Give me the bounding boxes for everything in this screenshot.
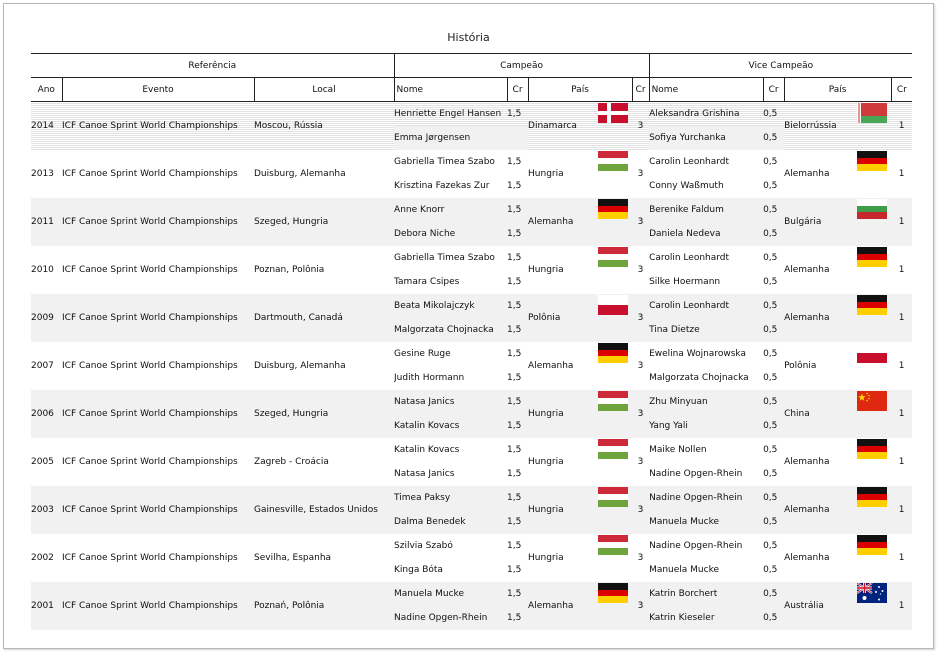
cell-champ-cr: 1,5	[507, 198, 528, 222]
hungary-flag-icon	[598, 151, 628, 171]
cell-vice-cr-total: 1	[891, 294, 912, 342]
cell-vice-cr: 0,5	[763, 438, 784, 462]
cell-champ-cr: 1,5	[507, 606, 528, 630]
cell-vice-cr-total: 1	[891, 390, 912, 438]
cell-vice-pais	[784, 198, 891, 246]
germany-flag-icon	[598, 199, 628, 219]
champ-country-label: Polônia	[528, 313, 561, 323]
cell-vice-pais	[784, 438, 891, 486]
cell-champ-name: Judith Hormann	[394, 366, 507, 390]
cell-champ-cr: 1,5	[507, 390, 528, 414]
table-row	[31, 438, 912, 462]
cell-champ-pais	[528, 486, 632, 534]
cell-champ-pais	[528, 150, 632, 198]
cell-champ-name: Nadine Opgen-Rhein	[394, 606, 507, 630]
page-title: História	[447, 31, 490, 44]
cell-vice-name: Nadine Opgen-Rhein	[649, 486, 763, 510]
cell-champ-name: Natasa Janics	[394, 462, 507, 486]
germany-flag-icon	[857, 439, 887, 459]
cell-vice-pais	[784, 486, 891, 534]
cell-ano: 2014	[31, 102, 62, 151]
cell-vice-cr: 0,5	[763, 174, 784, 198]
cell-champ-cr: 1,5	[507, 366, 528, 390]
champ-country-label: Alemanha	[528, 601, 574, 611]
cell-vice-cr: 0,5	[763, 102, 784, 127]
cell-vice-cr: 0,5	[763, 606, 784, 630]
poland-flag-icon	[598, 295, 628, 315]
cell-champ-name: Gesine Ruge	[394, 342, 507, 366]
cell-vice-name: Sofiya Yurchanka	[649, 126, 763, 150]
cell-champ-cr-total: 3	[632, 198, 649, 246]
cell-vice-name: Malgorzata Chojnacka	[649, 366, 763, 390]
cell-champ-name: Emma Jørgensen	[394, 126, 507, 150]
cell-champ-name: Natasa Janics	[394, 390, 507, 414]
vice-country-label: Bulgária	[784, 217, 822, 227]
vice-country-label: Alemanha	[784, 169, 830, 179]
cell-vice-cr: 0,5	[763, 294, 784, 318]
cell-evento: ICF Canoe Sprint World Championships	[62, 438, 254, 486]
cell-champ-pais	[528, 390, 632, 438]
cell-vice-cr: 0,5	[763, 534, 784, 558]
cell-champ-pais	[528, 582, 632, 630]
cell-evento: ICF Canoe Sprint World Championships	[62, 342, 254, 390]
header-champ-cr: Cr	[507, 78, 528, 102]
cell-champ-name: Katalin Kovacs	[394, 438, 507, 462]
champ-country-label: Alemanha	[528, 361, 574, 371]
cell-champ-cr: 1,5	[507, 486, 528, 510]
champ-country-label: Hungria	[528, 265, 564, 275]
vice-country-label: Alemanha	[784, 265, 830, 275]
header-evento: Evento	[62, 78, 254, 102]
cell-vice-cr: 0,5	[763, 126, 784, 150]
cell-champ-pais	[528, 198, 632, 246]
cell-vice-name: Tina Dietze	[649, 318, 763, 342]
cell-vice-cr-total: 1	[891, 342, 912, 390]
cell-champ-cr-total: 3	[632, 390, 649, 438]
cell-champ-pais	[528, 246, 632, 294]
header-local: Local	[254, 78, 394, 102]
cell-vice-cr: 0,5	[763, 150, 784, 174]
champ-country-label: Alemanha	[528, 217, 574, 227]
germany-flag-icon	[598, 583, 628, 603]
cell-vice-cr: 0,5	[763, 342, 784, 366]
denmark-flag-icon	[598, 103, 628, 123]
header-campeao: Campeão	[394, 54, 649, 78]
cell-vice-pais	[784, 246, 891, 294]
champ-country-label: Hungria	[528, 169, 564, 179]
cell-vice-pais	[784, 294, 891, 342]
header-ano: Ano	[31, 78, 62, 102]
germany-flag-icon	[857, 247, 887, 267]
cell-vice-cr: 0,5	[763, 510, 784, 534]
cell-ano: 2011	[31, 198, 62, 246]
cell-champ-cr: 1,5	[507, 222, 528, 246]
header-vice-cr-total: Cr	[891, 78, 912, 102]
cell-champ-name: Gabriella Timea Szabo	[394, 246, 507, 270]
cell-champ-cr: 1,5	[507, 270, 528, 294]
cell-ano: 2001	[31, 582, 62, 630]
cell-evento: ICF Canoe Sprint World Championships	[62, 150, 254, 198]
cell-champ-name: Beata Mikolajczyk	[394, 294, 507, 318]
champ-country-label: Hungria	[528, 505, 564, 515]
cell-champ-name: Manuela Mucke	[394, 582, 507, 606]
cell-champ-name: Gabriella Timea Szabo	[394, 150, 507, 174]
cell-champ-pais	[528, 102, 632, 151]
cell-champ-cr: 1,5	[507, 342, 528, 366]
cell-vice-name: Katrin Borchert	[649, 582, 763, 606]
spreadsheet-frame	[3, 3, 934, 649]
table-row	[31, 150, 912, 174]
cell-ano: 2010	[31, 246, 62, 294]
cell-vice-cr: 0,5	[763, 558, 784, 582]
cell-local: Moscou, Rússia	[254, 102, 394, 151]
header-referencia: Referência	[31, 54, 394, 78]
cell-champ-name: Anne Knorr	[394, 198, 507, 222]
vice-country-label: Bielorrússia	[784, 121, 837, 131]
cell-champ-pais	[528, 534, 632, 582]
cell-evento: ICF Canoe Sprint World Championships	[62, 102, 254, 151]
cell-champ-name: Szilvia Szabó	[394, 534, 507, 558]
table-row	[31, 246, 912, 270]
germany-flag-icon	[857, 487, 887, 507]
cell-ano: 2013	[31, 150, 62, 198]
germany-flag-icon	[857, 295, 887, 315]
cell-local: Poznan, Polônia	[254, 246, 394, 294]
cell-ano: 2005	[31, 438, 62, 486]
cell-vice-name: Aleksandra Grishina	[649, 102, 763, 127]
germany-flag-icon	[598, 343, 628, 363]
cell-champ-name: Debora Niche	[394, 222, 507, 246]
cell-vice-name: Nadine Opgen-Rhein	[649, 534, 763, 558]
cell-vice-name: Berenike Faldum	[649, 198, 763, 222]
hungary-flag-icon	[598, 535, 628, 555]
cell-champ-cr: 1,5	[507, 246, 528, 270]
cell-champ-cr-total: 3	[632, 150, 649, 198]
cell-evento: ICF Canoe Sprint World Championships	[62, 390, 254, 438]
hungary-flag-icon	[598, 391, 628, 411]
cell-vice-cr-total: 1	[891, 198, 912, 246]
cell-champ-cr-total: 3	[632, 486, 649, 534]
cell-vice-cr-total: 1	[891, 438, 912, 486]
vice-country-label: Polônia	[784, 361, 817, 371]
cell-vice-name: Manuela Mucke	[649, 510, 763, 534]
champ-country-label: Hungria	[528, 409, 564, 419]
cell-champ-cr: 1,5	[507, 510, 528, 534]
cell-vice-name: Zhu Minyuan	[649, 390, 763, 414]
cell-vice-name: Yang Yali	[649, 414, 763, 438]
china-flag-icon	[857, 391, 887, 411]
cell-evento: ICF Canoe Sprint World Championships	[62, 198, 254, 246]
cell-vice-name: Conny Waßmuth	[649, 174, 763, 198]
cell-champ-cr-total: 3	[632, 246, 649, 294]
cell-local: Zagreb - Croácia	[254, 438, 394, 486]
header-vice-cr: Cr	[763, 78, 784, 102]
vice-country-label: China	[784, 409, 810, 419]
cell-champ-cr-total: 3	[632, 102, 649, 151]
hungary-flag-icon	[598, 439, 628, 459]
cell-champ-cr: 1,5	[507, 558, 528, 582]
belarus-flag-icon	[857, 103, 887, 123]
cell-vice-cr: 0,5	[763, 198, 784, 222]
cell-champ-cr: 1,5	[507, 414, 528, 438]
cell-vice-cr-total: 1	[891, 150, 912, 198]
cell-champ-name: Tamara Csipes	[394, 270, 507, 294]
cell-champ-cr: 1,5	[507, 318, 528, 342]
poland-flag-icon	[857, 343, 887, 363]
cell-vice-cr-total: 1	[891, 246, 912, 294]
cell-champ-name: Dalma Benedek	[394, 510, 507, 534]
cell-champ-cr-total: 3	[632, 582, 649, 630]
cell-champ-cr-total: 3	[632, 342, 649, 390]
cell-champ-name: Henriette Engel Hansen	[394, 102, 507, 127]
vice-country-label: Alemanha	[784, 457, 830, 467]
header-champ-nome: Nome	[394, 78, 507, 102]
cell-champ-cr	[507, 126, 528, 150]
cell-vice-pais	[784, 342, 891, 390]
cell-vice-pais	[784, 150, 891, 198]
champ-country-label: Hungria	[528, 457, 564, 467]
header-champ-pais: País	[528, 78, 632, 102]
header-vice-pais: País	[784, 78, 891, 102]
cell-vice-cr: 0,5	[763, 222, 784, 246]
cell-champ-cr: 1,5	[507, 150, 528, 174]
cell-vice-name: Carolin Leonhardt	[649, 246, 763, 270]
bulgaria-flag-icon	[857, 199, 887, 219]
cell-local: Sevilha, Espanha	[254, 534, 394, 582]
champ-country-label: Dinamarca	[528, 121, 577, 131]
cell-vice-cr: 0,5	[763, 582, 784, 606]
champ-country-label: Hungria	[528, 553, 564, 563]
cell-local: Duisburg, Alemanha	[254, 150, 394, 198]
table-row	[31, 390, 912, 414]
cell-vice-name: Maike Nollen	[649, 438, 763, 462]
cell-champ-cr: 1,5	[507, 582, 528, 606]
cell-vice-name: Manuela Mucke	[649, 558, 763, 582]
table-row	[31, 198, 912, 222]
cell-champ-name: Katalin Kovacs	[394, 414, 507, 438]
vice-country-label: Austrália	[784, 601, 824, 611]
cell-champ-name: Kinga Bóta	[394, 558, 507, 582]
header-vice-nome: Nome	[649, 78, 763, 102]
cell-local: Gainesville, Estados Unidos	[254, 486, 394, 534]
table-row	[31, 534, 912, 558]
cell-vice-name: Katrin Kieseler	[649, 606, 763, 630]
cell-local: Poznań, Polônia	[254, 582, 394, 630]
cell-vice-cr: 0,5	[763, 462, 784, 486]
cell-champ-cr: 1,5	[507, 438, 528, 462]
germany-flag-icon	[857, 151, 887, 171]
cell-ano: 2002	[31, 534, 62, 582]
cell-vice-cr-total: 1	[891, 582, 912, 630]
cell-vice-cr: 0,5	[763, 318, 784, 342]
cell-evento: ICF Canoe Sprint World Championships	[62, 294, 254, 342]
header-vice: Vice Campeão	[649, 54, 912, 78]
table-row	[31, 294, 912, 318]
cell-vice-cr-total: 1	[891, 534, 912, 582]
cell-local: Szeged, Hungria	[254, 198, 394, 246]
cell-vice-cr-total: 1	[891, 102, 912, 151]
cell-vice-cr: 0,5	[763, 270, 784, 294]
cell-vice-cr: 0,5	[763, 246, 784, 270]
cell-vice-cr: 0,5	[763, 366, 784, 390]
cell-champ-name: Malgorzata Chojnacka	[394, 318, 507, 342]
cell-vice-cr-total: 1	[891, 486, 912, 534]
cell-local: Szeged, Hungria	[254, 390, 394, 438]
cell-vice-name: Daniela Nedeva	[649, 222, 763, 246]
cell-champ-pais	[528, 294, 632, 342]
cell-champ-name: Timea Paksy	[394, 486, 507, 510]
cell-evento: ICF Canoe Sprint World Championships	[62, 582, 254, 630]
cell-ano: 2009	[31, 294, 62, 342]
table-row	[31, 582, 912, 606]
cell-evento: ICF Canoe Sprint World Championships	[62, 486, 254, 534]
cell-ano: 2003	[31, 486, 62, 534]
cell-vice-name: Carolin Leonhardt	[649, 294, 763, 318]
cell-vice-cr: 0,5	[763, 486, 784, 510]
table-row	[31, 342, 912, 366]
cell-vice-cr: 0,5	[763, 390, 784, 414]
cell-vice-name: Carolin Leonhardt	[649, 150, 763, 174]
cell-champ-pais	[528, 438, 632, 486]
cell-ano: 2006	[31, 390, 62, 438]
cell-champ-cr: 1,5	[507, 462, 528, 486]
cell-champ-cr: 1,5	[507, 174, 528, 198]
cell-vice-name: Silke Hoermann	[649, 270, 763, 294]
hungary-flag-icon	[598, 247, 628, 267]
cell-vice-name: Nadine Opgen-Rhein	[649, 462, 763, 486]
table-row	[31, 102, 912, 127]
cell-champ-cr: 1,5	[507, 534, 528, 558]
cell-vice-pais	[784, 534, 891, 582]
cell-vice-cr: 0,5	[763, 414, 784, 438]
vice-country-label: Alemanha	[784, 505, 830, 515]
cell-champ-cr: 1,5	[507, 102, 528, 127]
cell-champ-cr-total: 3	[632, 438, 649, 486]
australia-flag-icon	[857, 583, 887, 603]
cell-vice-pais	[784, 582, 891, 630]
cell-champ-cr-total: 3	[632, 294, 649, 342]
vice-country-label: Alemanha	[784, 553, 830, 563]
table-row	[31, 486, 912, 510]
cell-local: Dartmouth, Canadá	[254, 294, 394, 342]
cell-evento: ICF Canoe Sprint World Championships	[62, 534, 254, 582]
cell-vice-pais	[784, 390, 891, 438]
cell-champ-cr: 1,5	[507, 294, 528, 318]
germany-flag-icon	[857, 535, 887, 555]
cell-local: Duisburg, Alemanha	[254, 342, 394, 390]
history-table	[31, 53, 912, 630]
cell-champ-pais	[528, 342, 632, 390]
cell-champ-name: Krisztina Fazekas Zur	[394, 174, 507, 198]
cell-champ-cr-total: 3	[632, 534, 649, 582]
cell-ano: 2007	[31, 342, 62, 390]
cell-vice-name: Ewelina Wojnarowska	[649, 342, 763, 366]
hungary-flag-icon	[598, 487, 628, 507]
header-champ-cr-total: Cr	[632, 78, 649, 102]
vice-country-label: Alemanha	[784, 313, 830, 323]
cell-vice-pais	[784, 102, 891, 151]
cell-evento: ICF Canoe Sprint World Championships	[62, 246, 254, 294]
